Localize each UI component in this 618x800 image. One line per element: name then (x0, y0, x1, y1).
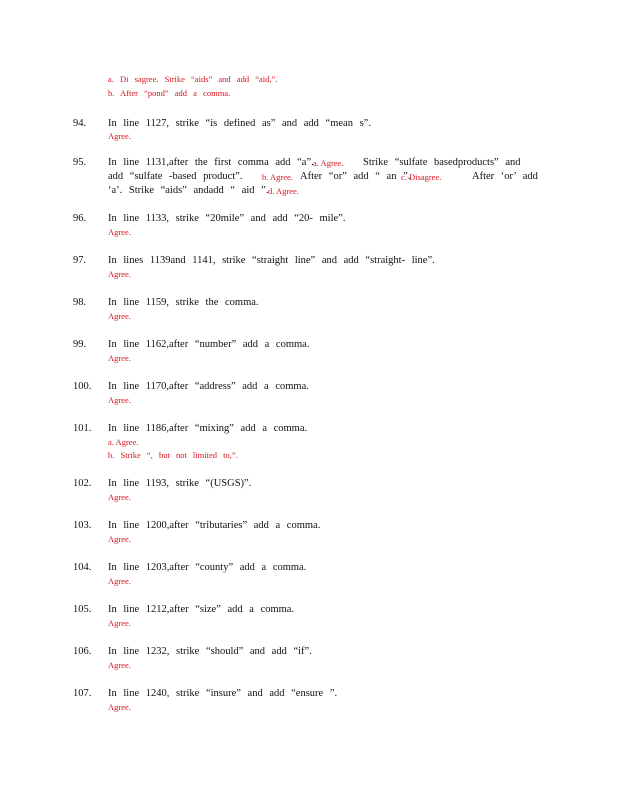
item-text-line2c: After “or” add “ an ”. (300, 171, 411, 182)
item-response: Agree. (108, 702, 131, 712)
item-text-line2e: After ‘or’ add (472, 171, 538, 182)
item-text: In line 1162,after “number” add a comma. (108, 339, 310, 350)
item-response: Agree. (108, 618, 131, 628)
item-text-line2a: add “sulfate -based product”. (108, 171, 243, 182)
item-text: In line 1170,after “address” add a comma. (108, 381, 309, 392)
item-response: Agree. (108, 269, 131, 279)
item-response: Agree. (108, 395, 131, 405)
top-response-a: a. Di sagree. Strike “aids” and add “aid,”. (108, 74, 278, 84)
item-response: Agree. (108, 576, 131, 586)
item-text: In line 1159, strike the comma. (108, 297, 259, 308)
item-number: 95. (73, 157, 87, 168)
item-response: Agree. (108, 353, 131, 363)
top-response-b: b. After “pond” add a comma. (108, 88, 231, 98)
item-text: In line 1127, strike “is defined as” and add “mean s”. (108, 118, 371, 129)
item-text: In line 1203,after “county” add a comma. (108, 562, 307, 573)
item-number: 102. (73, 478, 92, 489)
item-text: In lines 1139and 1141, strike “straight line” and add “straight- line”. (108, 255, 435, 266)
item-text-line1a: In line 1131,after the first comma add “a”. (108, 157, 314, 168)
item-number: 105. (73, 604, 92, 615)
item-text: In line 1240, strike “insure” and add “ensure ”. (108, 688, 338, 699)
item-number: 99. (73, 339, 87, 350)
item-text: In line 1133, strike “20mile” and add “20- mile”. (108, 213, 346, 224)
item-number: 94. (73, 118, 87, 129)
item-response-d: d. Agree. (268, 186, 299, 196)
item-text: In line 1186,after “mixing” add a comma. (108, 423, 308, 434)
item-text-line1c: Strike “sulfate basedproducts” and (363, 157, 521, 168)
item-response-c: c. Disagree. (401, 172, 442, 182)
item-response: Agree. (108, 311, 131, 321)
item-text: In line 1232, strike “should” and add “if”. (108, 646, 312, 657)
item-response-a: a. Agree. (313, 158, 344, 168)
item-number: 106. (73, 646, 92, 657)
item-text: In line 1200,after “tributaries” add a comma. (108, 520, 321, 531)
item-response: Agree. (108, 227, 131, 237)
item-response: Agree. (108, 534, 131, 544)
item-text: In line 1193, strike “(USGS)”. (108, 478, 252, 489)
item-number: 104. (73, 562, 92, 573)
item-response: Agree. (108, 660, 131, 670)
item-number: 103. (73, 520, 92, 531)
item-number: 96. (73, 213, 87, 224)
item-text-line3a: ‘a’. Strike “aids” andadd “ aid ”. (108, 185, 269, 196)
item-response: Agree. (108, 492, 131, 502)
item-response: Agree. (108, 131, 131, 141)
item-number: 101. (73, 423, 92, 434)
item-response-b: b. Strike “, but not limited to,”. (108, 450, 238, 460)
item-number: 100. (73, 381, 92, 392)
item-number: 98. (73, 297, 87, 308)
item-text: In line 1212,after “size” add a comma. (108, 604, 295, 615)
item-number: 97. (73, 255, 87, 266)
item-response-b: b. Agree. (262, 172, 293, 182)
item-response-a: a. Agree. (108, 437, 139, 447)
item-number: 107. (73, 688, 92, 699)
